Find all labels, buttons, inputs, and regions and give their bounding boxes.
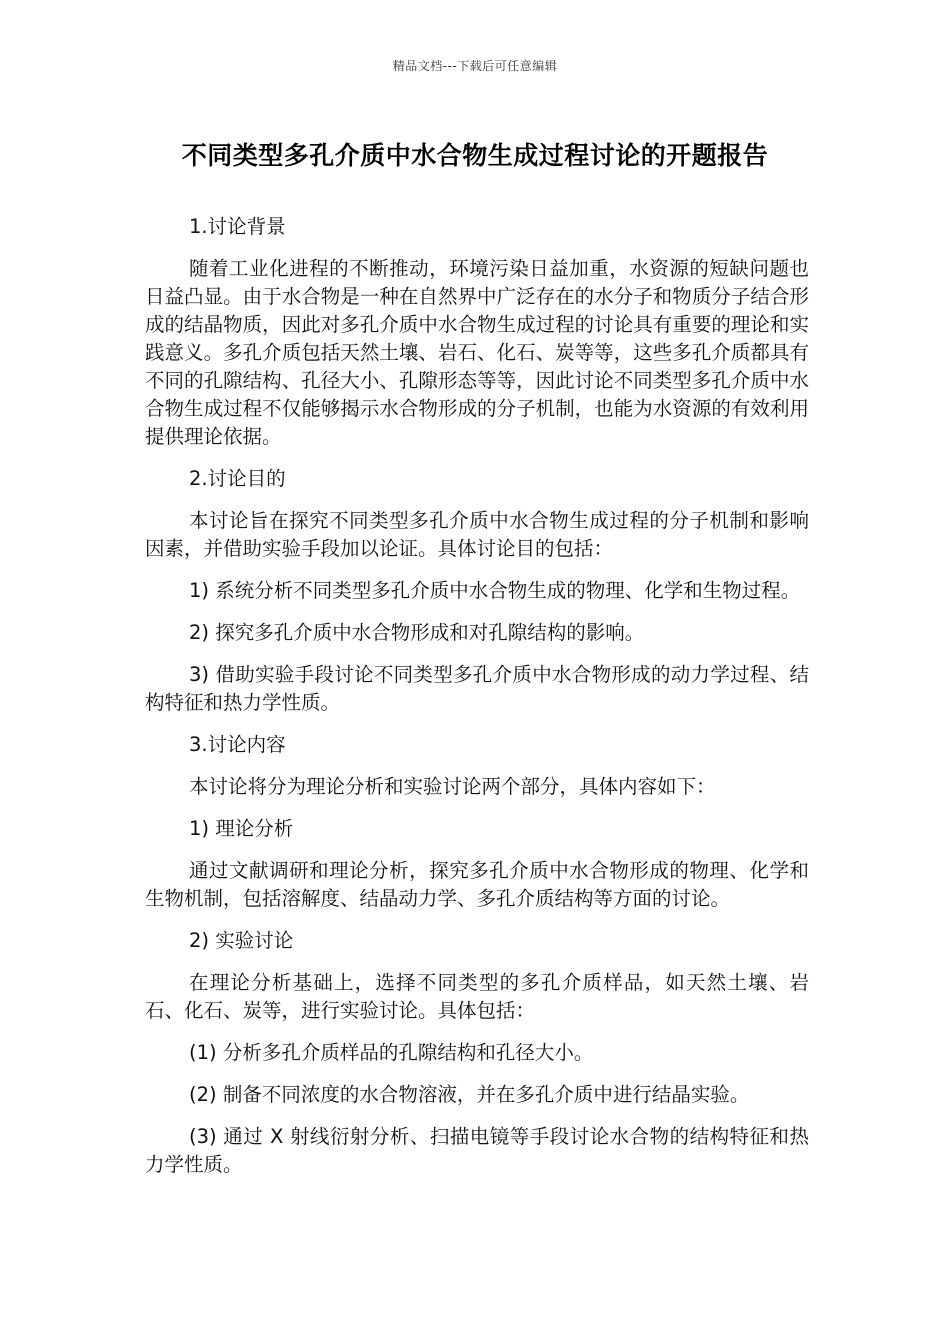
subheading-experiment: 2) 实验讨论 xyxy=(189,929,294,952)
paragraph-purpose-intro: 本讨论旨在探究不同类型多孔介质中水合物生成过程的分子机制和影响因素，并借助实验手段加以论证。具体讨论目的包括： xyxy=(145,509,809,560)
header-note: 精品文档---下载后可任意编辑 xyxy=(392,59,558,73)
list-item-experiment-3: (3) 通过 X 射线衍射分析、扫描电镜等手段讨论水合物的结构特征和热力学性质。 xyxy=(145,1125,809,1176)
paragraph-content-intro: 本讨论将分为理论分析和实验讨论两个部分，具体内容如下： xyxy=(189,775,716,798)
paragraph-background: 随着工业化进程的不断推动，环境污染日益加重，水资源的短缺问题也日益凸显。由于水合物是一种在自然界中广泛存在的水分子和物质分子结合形成的结晶物质，因此对多孔介质中水合物生成过程的讨论具有重要的理论和实践意义。多孔介质包括天然土壤、岩石、化石、炭等等，这些多孔介质都具有不同的孔隙结构、孔径大小、孔隙形态等等，因此讨论不同类型多孔介质中水合物生成过程不仅能够揭示水合物形成的分子机制，也能为水资源的有效利用提供理论依据。 xyxy=(145,257,809,448)
document-title: 不同类型多孔介质中水合物生成过程讨论的开题报告 xyxy=(181,141,769,170)
section-heading-purpose: 2.讨论目的 xyxy=(189,467,286,490)
section-heading-background: 1.讨论背景 xyxy=(189,215,286,238)
list-item-experiment-2: (2) 制备不同浓度的水合物溶液，并在多孔介质中进行结晶实验。 xyxy=(189,1083,750,1106)
paragraph-theory: 通过文献调研和理论分析，探究多孔介质中水合物形成的物理、化学和生物机制，包括溶解度、结晶动力学、多孔介质结构等方面的讨论。 xyxy=(145,859,809,910)
section-heading-content: 3.讨论内容 xyxy=(189,733,286,756)
list-item-experiment-1: (1) 分析多孔介质样品的孔隙结构和孔径大小。 xyxy=(189,1041,594,1064)
subheading-theory: 1) 理论分析 xyxy=(189,817,294,840)
paragraph-experiment: 在理论分析基础上，选择不同类型的多孔介质样品，如天然土壤、岩石、化石、炭等，进行实验讨论。具体包括： xyxy=(145,971,809,1022)
list-item-purpose-1: 1) 系统分析不同类型多孔介质中水合物生成的物理、化学和生物过程。 xyxy=(189,579,801,602)
list-item-purpose-3: 3) 借助实验手段讨论不同类型多孔介质中水合物形成的动力学过程、结构特征和热力学性质。 xyxy=(145,663,809,714)
list-item-purpose-2: 2) 探究多孔介质中水合物形成和对孔隙结构的影响。 xyxy=(189,621,645,644)
document-body xyxy=(145,213,809,1193)
